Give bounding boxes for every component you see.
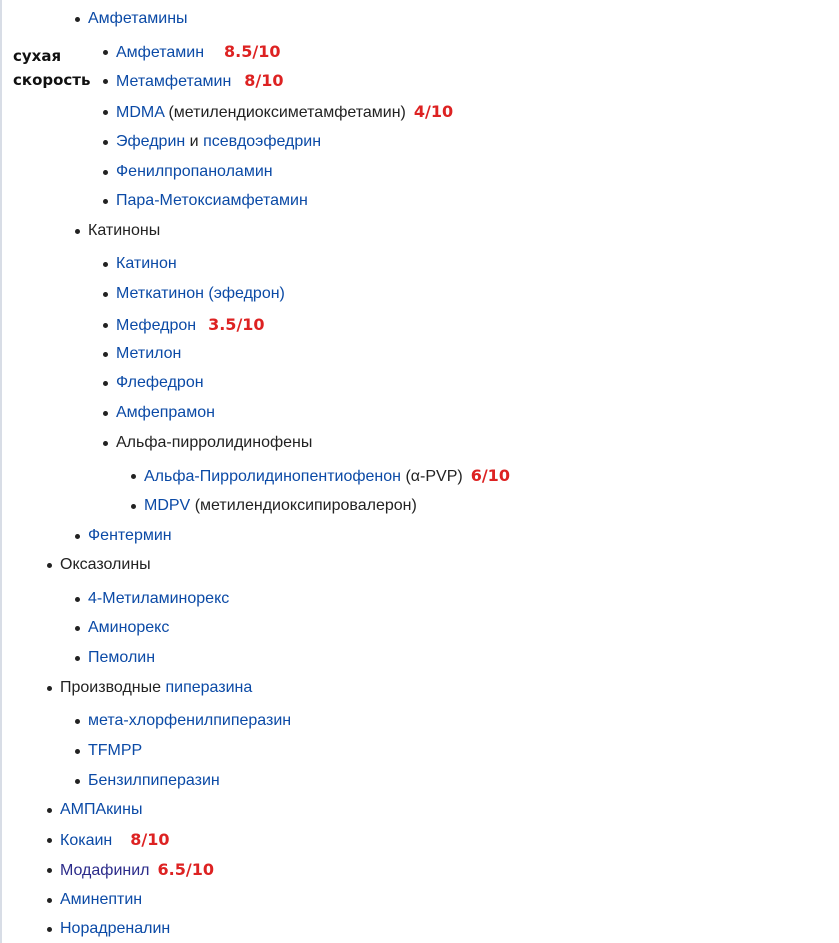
link-amfepramone[interactable]: Амфепрамон <box>116 404 215 421</box>
bullet-icon <box>103 292 108 297</box>
bullet-icon <box>75 626 80 631</box>
link-cathinone[interactable]: Катинон <box>116 255 177 272</box>
rating-mdma: 4/10 <box>413 102 454 121</box>
rating-amphetamine: 8.5/10 <box>224 42 281 61</box>
rating-apvp: 6/10 <box>470 466 510 485</box>
list-item-cathinone <box>116 254 177 274</box>
oxazolines-label: Оксазолины <box>60 556 151 573</box>
link-pseudoephedrine[interactable]: псевдоэфедрин <box>203 133 322 150</box>
bullet-icon <box>103 262 108 267</box>
rating-modafinil: 6.5/10 <box>157 860 214 879</box>
list-item-phentermine <box>88 526 172 546</box>
list-item-flephedrone <box>116 373 204 393</box>
bullet-icon <box>75 779 80 784</box>
bullet-icon <box>103 441 108 446</box>
list-item-methcathinone <box>116 284 285 304</box>
mdma-full-name: (метилендиоксиметамфетамин) <box>168 104 406 121</box>
link-ampakines[interactable]: АМПАкины <box>60 801 143 818</box>
link-cocaine[interactable]: Кокаин <box>60 832 113 849</box>
list-item-aminorex <box>88 618 169 638</box>
bullet-icon <box>103 110 108 115</box>
list-item-modafinil <box>60 860 214 880</box>
bullet-icon <box>103 50 108 55</box>
list-item-ephedrine <box>116 132 321 152</box>
link-mcpp[interactable]: мета-хлорфенилпиперазин <box>88 712 292 729</box>
link-bzp[interactable]: Бензилпиперазин <box>88 772 220 789</box>
list-item-phenylpropanolamine <box>116 162 273 182</box>
bullet-icon <box>47 563 52 568</box>
list-item-ampakines <box>60 800 142 820</box>
list-item-mdma <box>116 102 453 122</box>
list-item-pemoline <box>88 648 155 668</box>
bullet-icon <box>75 719 80 724</box>
list-item-mephedrone <box>116 315 265 335</box>
link-phenylpropanolamine[interactable]: Фенилпропаноламин <box>116 163 273 180</box>
bullet-icon <box>103 411 108 416</box>
link-4mar[interactable]: 4-Метиламинорекс <box>88 590 230 607</box>
link-methylone[interactable]: Метилон <box>116 345 182 362</box>
list-item-methamphetamine <box>116 71 284 91</box>
bullet-icon <box>131 474 136 479</box>
bullet-icon <box>103 199 108 204</box>
bullet-icon <box>103 170 108 175</box>
bullet-icon <box>75 229 80 234</box>
list-item-bzp <box>88 771 220 791</box>
link-phentermine[interactable]: Фентермин <box>88 527 172 544</box>
link-piperazine[interactable]: пиперазина <box>165 679 253 696</box>
list-item-methylone <box>116 344 181 364</box>
bullet-icon <box>75 17 80 22</box>
bullet-icon <box>103 79 108 84</box>
list-item-mcpp <box>88 711 291 731</box>
bullet-icon <box>47 868 52 873</box>
bullet-icon <box>75 749 80 754</box>
link-flephedrone[interactable]: Флефедрон <box>116 374 204 391</box>
bullet-icon <box>47 686 52 691</box>
list-item-apvp <box>144 466 510 486</box>
list-item-amineptine <box>60 890 142 910</box>
bullet-icon <box>131 504 136 509</box>
list-item-noradrenaline <box>60 919 170 939</box>
link-amphetamines[interactable]: Амфетамины <box>88 10 188 27</box>
link-noradrenaline[interactable]: Норадреналин <box>60 920 171 937</box>
bullet-icon <box>75 656 80 661</box>
left-border-rule <box>0 0 2 943</box>
list-item-pyrrolidinophenones <box>116 433 312 453</box>
annotation-line-2: скорость <box>13 71 91 89</box>
link-pemoline[interactable]: Пемолин <box>88 649 156 666</box>
cathinones-label: Катиноны <box>88 222 161 239</box>
bullet-icon <box>103 381 108 386</box>
link-aminorex[interactable]: Аминорекс <box>88 619 170 636</box>
link-modafinil[interactable]: Модафинил <box>60 862 150 879</box>
link-ephedrine[interactable]: Эфедрин <box>116 133 186 150</box>
link-tfmpp[interactable]: TFMPP <box>88 742 143 759</box>
bullet-icon <box>47 927 52 932</box>
link-apvp[interactable]: Альфа-Пирролидинопентиофенон <box>144 468 401 485</box>
bullet-icon <box>103 352 108 357</box>
list-item-mdpv <box>144 496 417 516</box>
rating-mephedrone: 3.5/10 <box>208 315 265 334</box>
bullet-icon <box>47 838 52 843</box>
mdpv-full-name: (метилендиоксипировалерон) <box>194 497 417 514</box>
annotation-line-1: сухая <box>13 47 62 65</box>
bullet-icon <box>75 597 80 602</box>
link-mdma[interactable]: MDMA <box>116 104 164 121</box>
link-pma[interactable]: Пара-Метоксиамфетамин <box>116 192 308 209</box>
link-methamphetamine[interactable]: Метамфетамин <box>116 73 232 90</box>
handwritten-annotation <box>13 44 91 92</box>
list-item-4mar <box>88 589 229 609</box>
ephedrine-joiner: и <box>189 133 199 150</box>
list-item-cocaine <box>60 830 170 850</box>
link-mephedrone[interactable]: Мефедрон <box>116 317 197 334</box>
list-item-piperazines <box>60 678 252 698</box>
rating-cocaine: 8/10 <box>130 830 170 849</box>
bullet-icon <box>47 898 52 903</box>
apvp-abbreviation: (α-PVP) <box>405 468 463 485</box>
bullet-icon <box>75 534 80 539</box>
rating-methamphetamine: 8/10 <box>244 71 284 90</box>
bullet-icon <box>47 808 52 813</box>
list-item-amphetamines <box>88 9 188 29</box>
link-methcathinone[interactable]: Меткатинон (эфедрон) <box>116 285 285 302</box>
list-item-pma <box>116 191 308 211</box>
piperazines-label: Производные <box>60 679 162 696</box>
link-amphetamine[interactable]: Амфетамин <box>116 44 205 61</box>
list-item-amphetamine <box>116 42 280 62</box>
bullet-icon <box>103 323 108 328</box>
list-item-cathinones <box>88 221 160 241</box>
link-amineptine[interactable]: Аминептин <box>60 891 143 908</box>
link-mdpv[interactable]: MDPV <box>144 497 191 514</box>
list-item-amfepramone <box>116 403 215 423</box>
bullet-icon <box>103 140 108 145</box>
pyrrolidinophenones-label: Альфа-пирролидинофены <box>116 434 313 451</box>
list-item-tfmpp <box>88 741 142 761</box>
list-item-oxazolines <box>60 555 151 575</box>
